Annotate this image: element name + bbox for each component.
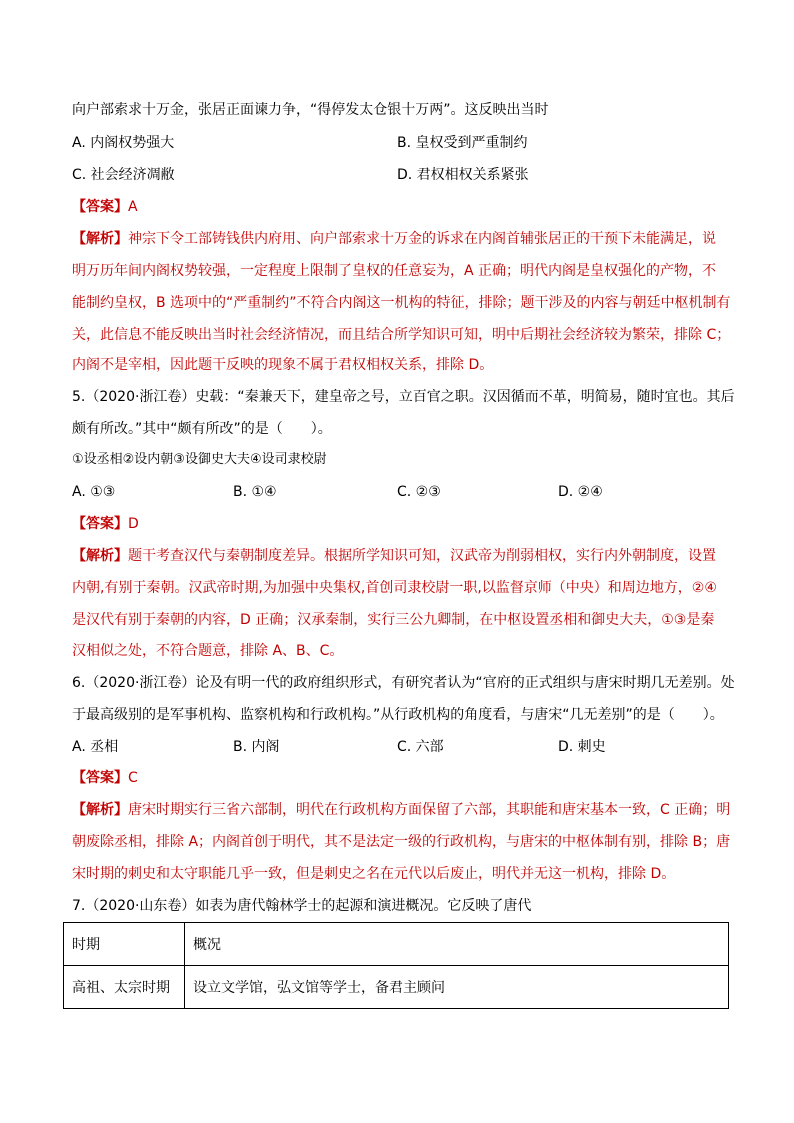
q5-option-c: C. ②③ (397, 484, 441, 500)
q5-stem-line-1: 5.（2020·浙江卷）史载：“秦兼天下，建皇帝之号，立百官之职。汉因循而不革，明简易，随时宜也。其后 (72, 389, 735, 405)
q4-option-c: C. 社会经济凋敝 (72, 167, 175, 183)
q5-option-a: A. ①③ (72, 484, 116, 500)
answer-tag: 【答案】 (72, 199, 128, 215)
q4-option-b: B. 皇权受到严重制约 (397, 135, 528, 151)
answer-tag: 【答案】 (72, 516, 128, 532)
q5-option-d: D. ②④ (558, 484, 603, 500)
table-header-cell: 概况 (185, 923, 729, 966)
table-cell: 设立文学馆，弘文馆等学士，备君主顾问 (185, 966, 729, 1009)
q6-stem-line-2: 于最高级别的是军事机构、监察机构和行政机构。”从行政机构的角度看，与唐宋“几无差别”的是（ ）。 (72, 707, 724, 723)
q6-analysis-line-2: 朝废除丞相，排除 A；内阁首创于明代，其不是法定一级的行政机构，与唐宋的中枢体制有别，排除 B；唐 (72, 834, 731, 850)
q5-answer (72, 514, 139, 534)
answer-value: D (128, 516, 139, 532)
table-header-row (64, 923, 729, 966)
table-header-cell: 时期 (64, 923, 185, 966)
q4-analysis-line-3: 能制约皇权，B 选项中的“严重制约”不符合内阁这一机构的特征，排除；题干涉及的内容与朝廷中枢机制有 (72, 295, 731, 311)
answer-value: C (128, 770, 138, 786)
q4-option-a: A. 内阁权势强大 (72, 135, 175, 151)
analysis-tag: 【解析】 (72, 231, 128, 247)
q4-analysis-line-5: 内阁不是宰相，因此题干反映的现象不属于君权相权关系，排除 D。 (72, 357, 494, 373)
q6-option-d: D. 刺史 (558, 739, 606, 755)
q5-analysis-line-4: 汉相似之处，不符合题意，排除 A、B、C。 (72, 643, 344, 659)
q6-analysis-line-3: 宋时期的刺史和太守职能几乎一致，但是刺史之名在元代以后废止，明代并无这一机构，排除 D。 (72, 866, 676, 882)
analysis-tag: 【解析】 (72, 802, 128, 818)
q6-option-c: C. 六部 (397, 739, 444, 755)
q6-answer (72, 768, 138, 788)
table-cell: 高祖、太宗时期 (64, 966, 185, 1009)
q4-answer (72, 197, 138, 217)
q5-items: ①设丞相②设内朝③设御史大夫④设司隶校尉 (72, 452, 327, 467)
answer-tag: 【答案】 (72, 770, 128, 786)
q4-option-d: D. 君权相权关系紧张 (397, 167, 529, 183)
answer-value: A (128, 199, 138, 215)
q4-stem-tail: 向户部索求十万金，张居正面谏力争，“得停发太仓银十万两”。这反映出当时 (72, 102, 549, 118)
q6-option-a: A. 丞相 (72, 739, 119, 755)
q5-analysis-line-2: 内朝,有别于秦朝。汉武帝时期,为加强中央集权,首创司隶校尉一职,以监督京师（中央）和周边地方，②④ (72, 580, 717, 596)
q4-analysis-line-1: 【解析】神宗下令工部铸钱供内府用、向户部索求十万金的诉求在内阁首辅张居正的干预下未能满足，说 (72, 231, 716, 247)
q5-option-b: B. ①④ (233, 484, 277, 500)
q5-analysis-line-3: 是汉代有别于秦朝的内容，D 正确；汉承秦制，实行三公九卿制，在中枢设置丞相和御史大夫，①③是秦 (72, 612, 715, 628)
q4-analysis-line-4: 关，此信息不能反映出当时社会经济情况，而且结合所学知识可知，明中后期社会经济较为繁荣，排除 C； (72, 327, 731, 343)
q6-analysis-line-1: 【解析】唐宋时期实行三省六部制，明代在行政机构方面保留了六部，其职能和唐宋基本一致，C 正确；明 (72, 802, 731, 818)
q5-analysis-line-1: 【解析】题干考查汉代与秦朝制度差异。根据所学知识可知，汉武帝为削弱相权，实行内外朝制度，设置 (72, 548, 716, 564)
q5-stem-line-2: 颇有所改。”其中“颇有所改”的是（ ）。 (72, 421, 332, 437)
q6-option-b: B. 内阁 (233, 739, 280, 755)
table-row (64, 966, 729, 1009)
q7-stem: 7.（2020·山东卷）如表为唐代翰林学士的起源和演进概况。它反映了唐代 (72, 898, 532, 914)
analysis-tag: 【解析】 (72, 548, 128, 564)
q6-stem-line-1: 6.（2020·浙江卷）论及有明一代的政府组织形式，有研究者认为“官府的正式组织与唐宋时期几无差别。处 (72, 675, 735, 691)
q7-table (63, 922, 729, 1009)
q4-analysis-line-2: 明万历年间内阁权势较强，一定程度上限制了皇权的任意妄为，A 正确；明代内阁是皇权强化的产物，不 (72, 263, 717, 279)
